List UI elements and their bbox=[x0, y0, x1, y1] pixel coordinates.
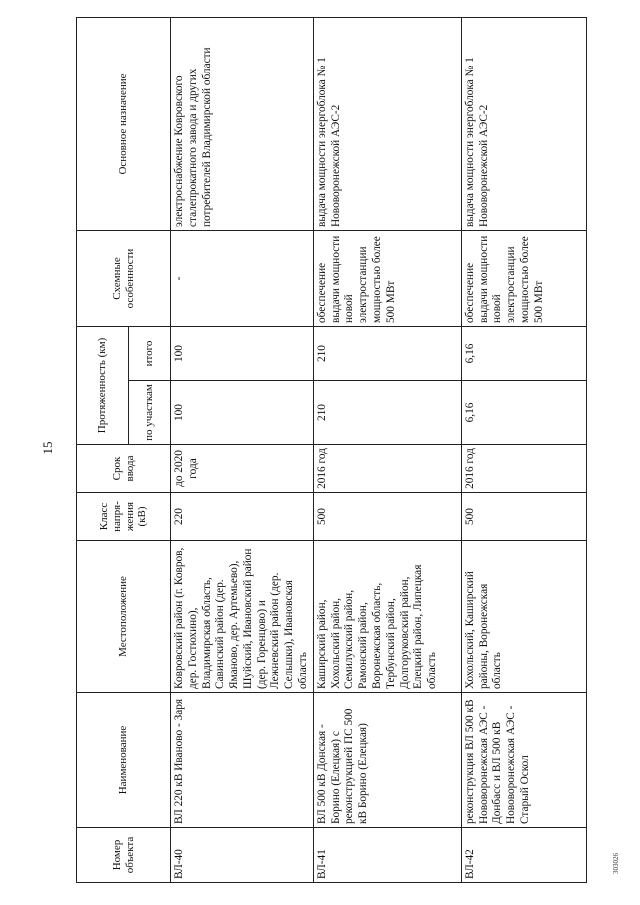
cell-term: до 2020 года bbox=[171, 445, 314, 493]
cell-number: ВЛ-42 bbox=[461, 828, 586, 883]
header-term: Срок ввода bbox=[77, 445, 171, 493]
cell-total: 210 bbox=[313, 327, 461, 381]
cell-sections: 6,16 bbox=[461, 381, 586, 445]
table-row bbox=[313, 18, 461, 883]
header-purpose: Основное назначение bbox=[77, 18, 171, 231]
cell-number: ВЛ-41 bbox=[313, 828, 461, 883]
document-stamp: 303026 bbox=[612, 853, 620, 874]
cell-name: реконструкция ВЛ 500 кВ Нововоронежская АЭС - Донбасс и ВЛ 500 кВ Нововоронежская АЭС - Старый Оскол bbox=[461, 693, 586, 828]
header-number: Номер объекта bbox=[77, 828, 171, 883]
cell-sections: 100 bbox=[171, 381, 314, 445]
objects-table bbox=[76, 17, 587, 883]
header-location: Местоположение bbox=[77, 541, 171, 693]
cell-total: 6,16 bbox=[461, 327, 586, 381]
table-row bbox=[461, 18, 586, 883]
cell-name: ВЛ 500 кВ Донская - Борино (Елецкая) с реконструкцией ПС 500 кВ Борино (Елецкая) bbox=[313, 693, 461, 828]
header-scheme: Схемные особенности bbox=[77, 231, 171, 327]
cell-total: 100 bbox=[171, 327, 314, 381]
cell-name: ВЛ 220 кВ Иваново - Заря bbox=[171, 693, 314, 828]
cell-voltage: 220 bbox=[171, 493, 314, 541]
header-length-sections: по участкам bbox=[129, 381, 171, 445]
table-row bbox=[171, 18, 314, 883]
cell-term: 2016 год bbox=[461, 445, 586, 493]
cell-purpose: электроснабжение Ковровского сталепрокатного завода и других потребителей Владимирской области bbox=[171, 18, 314, 231]
cell-location: Хохольский, Каширский районы, Воронежская область bbox=[461, 541, 586, 693]
cell-scheme: обеспечение выдачи мощности новой электростанции мощностью более 500 МВт bbox=[313, 231, 461, 327]
cell-scheme: обеспечение выдачи мощности новой электростанции мощностью более 500 МВт bbox=[461, 231, 586, 327]
cell-purpose: выдача мощности энергоблока № 1 Нововоронежской АЭС-2 bbox=[461, 18, 586, 231]
cell-sections: 210 bbox=[313, 381, 461, 445]
cell-voltage: 500 bbox=[461, 493, 586, 541]
header-voltage: Класс напря-жения (кВ) bbox=[77, 493, 171, 541]
cell-term: 2016 год bbox=[313, 445, 461, 493]
header-name: Наименование bbox=[77, 693, 171, 828]
table-header-row bbox=[77, 18, 129, 883]
cell-number: ВЛ-40 bbox=[171, 828, 314, 883]
cell-purpose: выдача мощности энергоблока № 1 Нововоронежской АЭС-2 bbox=[313, 18, 461, 231]
cell-location: Каширский район, Хохольский район, Семилукский район, Рамонский район, Воронежская область, Тербунский район, Долгоруковский район, Елецкий район, Липецкая область bbox=[313, 541, 461, 693]
cell-scheme: - bbox=[171, 231, 314, 327]
header-length-total: итого bbox=[129, 327, 171, 381]
header-length: Протяженность (км) bbox=[77, 327, 129, 445]
cell-voltage: 500 bbox=[313, 493, 461, 541]
page-number: 15 bbox=[40, 441, 55, 455]
rotated-table-wrapper bbox=[76, 18, 583, 883]
cell-location: Ковровский район (г. Ковров, дер. Гостюхино), Владимирская область, Савинский район (дер. Яманово, дер. Артемьево), Шуйский, Ивановский район (дер. Горенцово) и Лежневский район (дер. Сельшки), Ивановская область bbox=[171, 541, 314, 693]
